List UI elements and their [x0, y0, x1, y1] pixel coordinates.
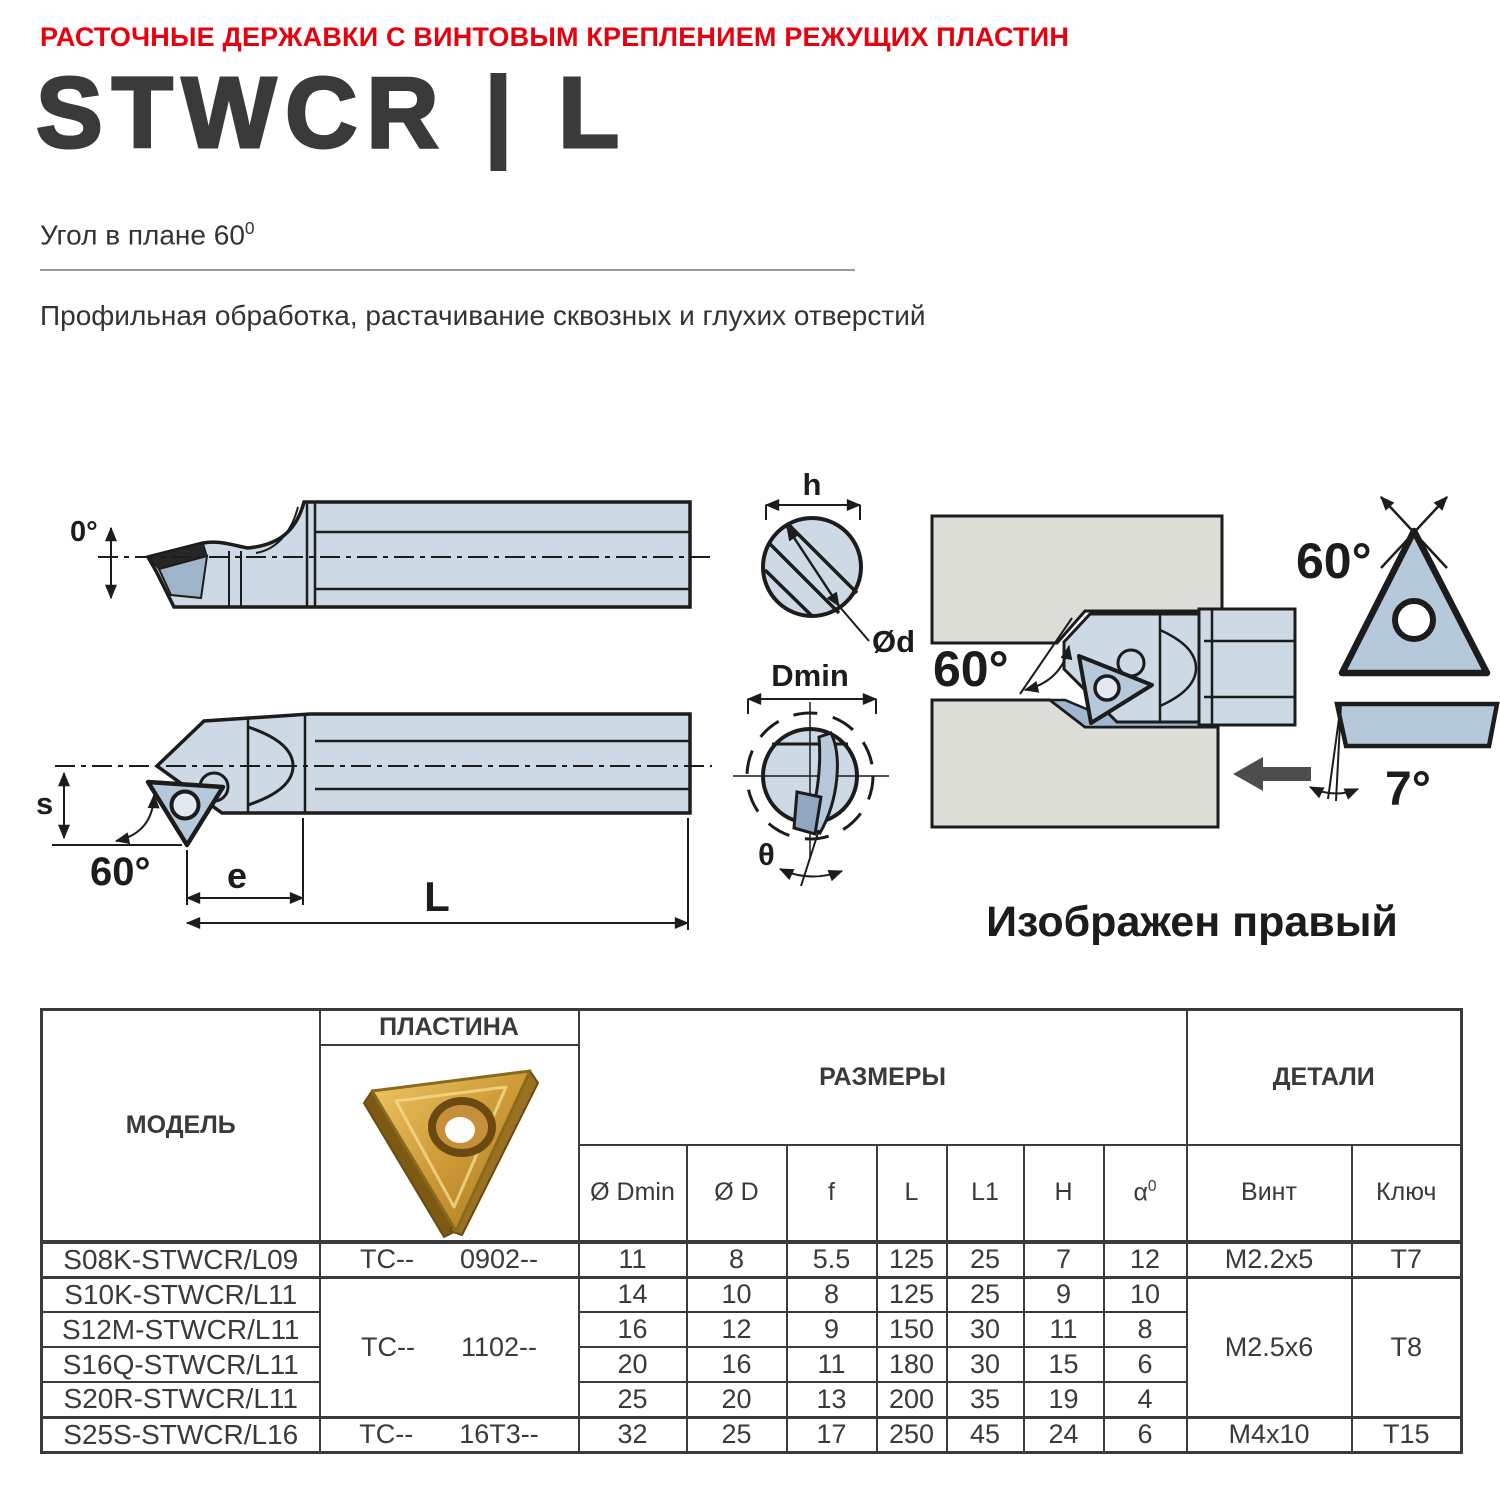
cell-model: S08K-STWCR/L09 [42, 1242, 320, 1278]
cell-plate: TC-- 16T3-- [320, 1417, 579, 1452]
cell-model: S25S-STWCR/L16 [42, 1417, 320, 1452]
cell-key-merged: T8 [1352, 1277, 1462, 1417]
figure-caption: Изображен правый [986, 898, 1398, 946]
section-dmin [733, 658, 889, 886]
cell-l1: 35 [947, 1382, 1024, 1417]
cell-screw: M2.2x5 [1187, 1242, 1352, 1278]
cell-d: 10 [687, 1277, 787, 1312]
cell-l: 125 [877, 1242, 947, 1278]
cell-h: 9 [1024, 1277, 1104, 1312]
cell-f: 13 [787, 1382, 877, 1417]
insert-photo [344, 1049, 554, 1239]
cell-alpha: 6 [1104, 1347, 1187, 1382]
cell-dmin: 11 [579, 1242, 687, 1278]
cell-screw-merged: M2.5x6 [1187, 1277, 1352, 1417]
subtitle-sup: 0 [244, 218, 255, 238]
col-header-dimensions: РАЗМЕРЫ [579, 1010, 1187, 1145]
cell-f: 17 [787, 1417, 877, 1452]
cell-h: 24 [1024, 1417, 1104, 1452]
cell-alpha: 6 [1104, 1417, 1187, 1452]
cell-alpha: 4 [1104, 1382, 1187, 1417]
sub-header-screw: Винт [1187, 1145, 1352, 1242]
diam-d-label: Ød [872, 624, 916, 659]
cell-h: 11 [1024, 1312, 1104, 1347]
col-header-model: МОДЕЛЬ [42, 1010, 320, 1242]
cell-h: 15 [1024, 1347, 1104, 1382]
spec-table [40, 1008, 1463, 1454]
feed-arrow [1233, 757, 1311, 791]
cell-l: 200 [877, 1382, 947, 1417]
cell-dmin: 32 [579, 1417, 687, 1452]
cell-d: 20 [687, 1382, 787, 1417]
cell-l1: 45 [947, 1417, 1024, 1452]
col-header-insert: ПЛАСТИНА [320, 1010, 579, 1045]
length-dim-label: L [424, 873, 450, 920]
machining-view [932, 516, 1311, 827]
h-dim-label: h [802, 467, 822, 502]
cell-dmin: 20 [579, 1347, 687, 1382]
page-description: Профильная обработка, растачивание сквозных и глухих отверстий [40, 300, 926, 331]
cell-l1: 30 [947, 1347, 1024, 1382]
cell-key: T15 [1352, 1417, 1462, 1452]
cell-alpha: 10 [1104, 1277, 1187, 1312]
table-row [42, 1242, 1462, 1278]
sub-header-alpha: $\alpha^0$ [1104, 1145, 1187, 1242]
cell-model: S12M-STWCR/L11 [42, 1312, 320, 1347]
cell-h: 19 [1024, 1382, 1104, 1417]
cell-f: 8 [787, 1277, 877, 1312]
cell-l1: 30 [947, 1312, 1024, 1347]
cell-l1: 25 [947, 1242, 1024, 1278]
sub-header-d: Ø D [687, 1145, 787, 1242]
cell-plate: TC-- 0902-- [320, 1242, 579, 1278]
cell-l: 180 [877, 1347, 947, 1382]
insert-angle-label: 60° [1296, 533, 1372, 589]
cell-model: S20R-STWCR/L11 [42, 1382, 320, 1417]
sub-header-l: L [877, 1145, 947, 1242]
cell-f: 5.5 [787, 1242, 877, 1278]
sub-header-l1: L1 [947, 1145, 1024, 1242]
cell-f: 9 [787, 1312, 877, 1347]
cell-plate-merged: TC-- 1102-- [320, 1277, 579, 1417]
insert-side-view [1310, 704, 1497, 816]
cell-l: 250 [877, 1417, 947, 1452]
cell-d: 8 [687, 1242, 787, 1278]
table-row [42, 1417, 1462, 1452]
cell-key: T7 [1352, 1242, 1462, 1278]
cell-l: 150 [877, 1312, 947, 1347]
cell-dmin: 16 [579, 1312, 687, 1347]
cell-l: 125 [877, 1277, 947, 1312]
theta-label: θ [758, 837, 775, 872]
table-row [42, 1277, 1462, 1312]
dmin-label: Dmin [771, 658, 849, 693]
insert-face-view [1296, 497, 1487, 673]
technical-drawings [0, 430, 1500, 970]
col-header-parts: ДЕТАЛИ [1187, 1010, 1462, 1145]
cell-d: 25 [687, 1417, 787, 1452]
cell-h: 7 [1024, 1242, 1104, 1278]
cell-model: S16Q-STWCR/L11 [42, 1347, 320, 1382]
divider-line [40, 269, 855, 271]
plan-angle-label: 60° [90, 850, 151, 894]
cell-l1: 25 [947, 1277, 1024, 1312]
cell-d: 16 [687, 1347, 787, 1382]
section-shank [763, 467, 915, 659]
sub-header-key: Ключ [1352, 1145, 1462, 1242]
sub-header-dmin: Ø Dmin [579, 1145, 687, 1242]
plan-angle-subtitle [40, 218, 255, 251]
cell-alpha: 12 [1104, 1242, 1187, 1278]
back-rake-label: 0° [70, 516, 98, 548]
page-kicker: РАСТОЧНЫЕ ДЕРЖАВКИ С ВИНТОВЫМ КРЕПЛЕНИЕМ РЕЖУЩИХ ПЛАСТИН [40, 22, 1070, 52]
cell-d: 12 [687, 1312, 787, 1347]
cell-f: 11 [787, 1347, 877, 1382]
side-view-top [70, 502, 712, 607]
e-dim-label: e [226, 855, 248, 896]
side-view-bottom [36, 714, 712, 930]
cell-dmin: 14 [579, 1277, 687, 1312]
cell-dmin: 25 [579, 1382, 687, 1417]
shank-height-label: s [36, 786, 54, 821]
page-title: STWCR | L [36, 57, 629, 169]
cell-alpha: 8 [1104, 1312, 1187, 1347]
insert-photo-cell [320, 1045, 579, 1242]
relief-angle-label: 7° [1385, 763, 1431, 816]
sub-header-h: H [1024, 1145, 1104, 1242]
cell-model: S10K-STWCR/L11 [42, 1277, 320, 1312]
sub-header-f: f [787, 1145, 877, 1242]
cell-screw: M4x10 [1187, 1417, 1352, 1452]
subtitle-text: Угол в плане 60 [40, 219, 245, 251]
entry-angle-label: 60° [933, 641, 1009, 697]
